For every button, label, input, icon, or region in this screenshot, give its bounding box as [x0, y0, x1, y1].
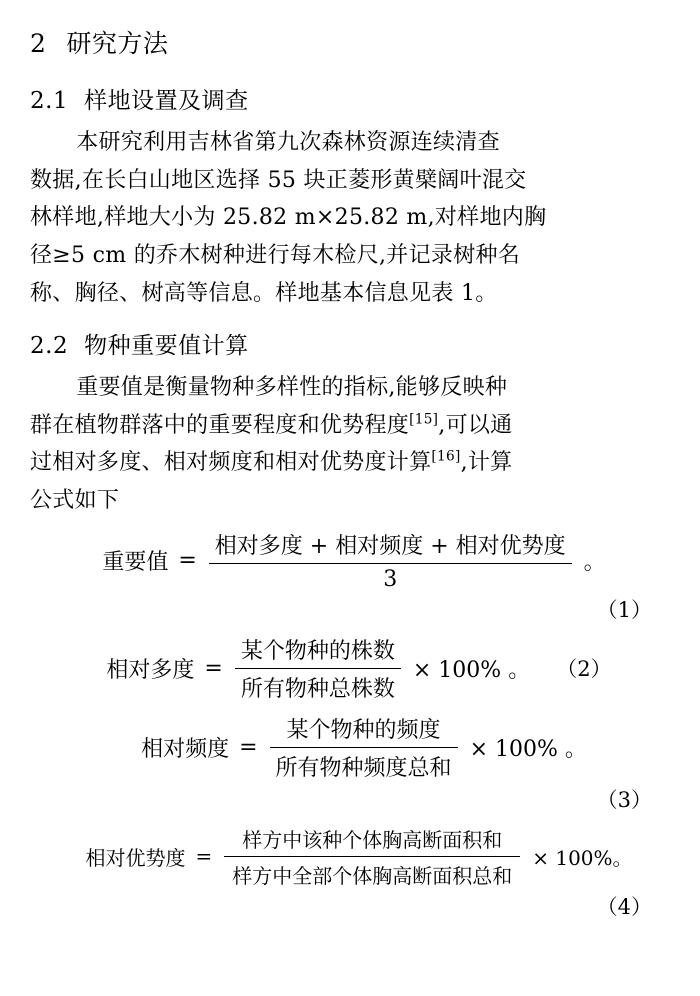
paragraph-2-2-line-3b: ,计算	[460, 450, 513, 476]
formula-1-number: （1）	[596, 597, 652, 622]
formula-2-fraction	[235, 634, 401, 703]
paragraph-2-1	[30, 125, 670, 161]
formula-2-tail: × 100% 。	[412, 657, 531, 683]
paragraph-2-2-cont-3	[30, 483, 670, 519]
formula-3-denominator: 所有物种频度总和	[270, 747, 458, 782]
paragraph-2-1-line-2: 数据,在长白山地区选择 55 块正菱形黄檗阔叶混交	[30, 167, 527, 193]
formula-1-fraction	[209, 529, 572, 592]
next-subsection-stub	[30, 935, 670, 947]
paragraph-2-1-cont-4	[30, 276, 670, 312]
paragraph-2-2-cont-2	[30, 445, 670, 481]
paragraph-2-1-line-1: 本研究利用吉林省第九次森林资源连续清查	[76, 130, 500, 155]
paragraph-2-2-line-1: 重要值是衡量物种多样性的指标,能够反映种	[76, 375, 508, 401]
subsection-heading-2-1	[30, 82, 670, 115]
formula-2-lhs: 相对多度	[106, 657, 195, 683]
paragraph-2-2-line-4: 公式如下	[30, 488, 120, 513]
formula-row-4	[30, 824, 670, 889]
subsection-title-2-2: 物种重要值计算	[84, 333, 249, 360]
section-title: 研究方法	[66, 29, 169, 58]
paragraph-2-2-cont-1	[30, 408, 670, 444]
paragraph-2-1-cont-1	[30, 163, 670, 199]
paragraph-2-1-cont-2	[30, 200, 670, 236]
section-number: 2	[30, 29, 47, 58]
formula-2	[106, 634, 611, 703]
formula-3-equals: =	[239, 734, 258, 760]
formula-3-tail: × 100% 。	[469, 736, 587, 762]
formula-row-1	[30, 529, 670, 592]
formula-2-equals: =	[204, 655, 223, 681]
formula-1	[102, 529, 605, 592]
formula-row-3	[30, 713, 670, 782]
formula-3-lhs: 相对频度	[141, 736, 230, 762]
formula-row-2	[30, 634, 670, 703]
paragraph-2-2-line-3a: 过相对多度、相对频度和相对优势度计算	[30, 450, 432, 476]
formula-2-denominator: 所有物种总株数	[235, 668, 401, 703]
formula-3	[141, 713, 587, 782]
citation-15: [15]	[409, 411, 439, 428]
paragraph-2-1-line-5: 称、胸径、树高等信息。样地基本信息见表 1。	[30, 280, 498, 306]
formula-2-numerator: 某个物种的株数	[240, 638, 395, 664]
paragraph-2-1-line-3: 林样地,样地大小为 25.82 m×25.82 m,对样地内胸	[30, 205, 547, 231]
paragraph-2-1-cont-3	[30, 238, 670, 274]
formula-3-fraction	[270, 713, 458, 782]
formula-4-fraction	[224, 824, 520, 889]
formula-3-number: （3）	[596, 787, 652, 812]
formula-4-numerator: 样方中该种个体胸高断面积和	[242, 827, 503, 852]
formula-4	[85, 824, 632, 889]
formula-4-lhs: 相对优势度	[85, 845, 186, 870]
formula-2-number: （2）	[556, 657, 612, 682]
paragraph-2-1-line-4: 径≥5 cm 的乔木树种进行每木检尺,并记录树种名	[30, 242, 521, 268]
formula-4-equals: =	[195, 844, 213, 869]
section-heading	[30, 24, 670, 60]
formula-3-numerator: 某个物种的频度	[286, 717, 441, 743]
subsection-number-2-1: 2.1	[30, 88, 69, 114]
paragraph-2-2-line-2b: ,可以通	[438, 412, 513, 438]
formula-1-lhs: 重要值	[102, 549, 169, 575]
formula-4-denominator: 样方中全部个体胸高断面积总和	[224, 856, 520, 889]
subsection-number-2-2: 2.2	[30, 333, 69, 360]
formula-1-numerator: 相对多度 + 相对频度 + 相对优势度	[214, 533, 566, 559]
citation-16: [16]	[431, 449, 461, 466]
formula-4-tail: × 100%。	[532, 845, 633, 870]
formula-1-denominator: 3	[209, 563, 572, 592]
formula-4-number: （4）	[596, 894, 652, 919]
subsection-heading-2-2	[30, 327, 670, 360]
paragraph-2-2	[30, 370, 670, 406]
formula-1-equals: =	[178, 547, 197, 573]
subsection-title-2-1: 样地设置及调查	[84, 88, 249, 114]
formula-1-tail: 。	[583, 549, 606, 575]
paragraph-2-2-line-2a: 群在植物群落中的重要程度和优势程度	[30, 412, 410, 438]
